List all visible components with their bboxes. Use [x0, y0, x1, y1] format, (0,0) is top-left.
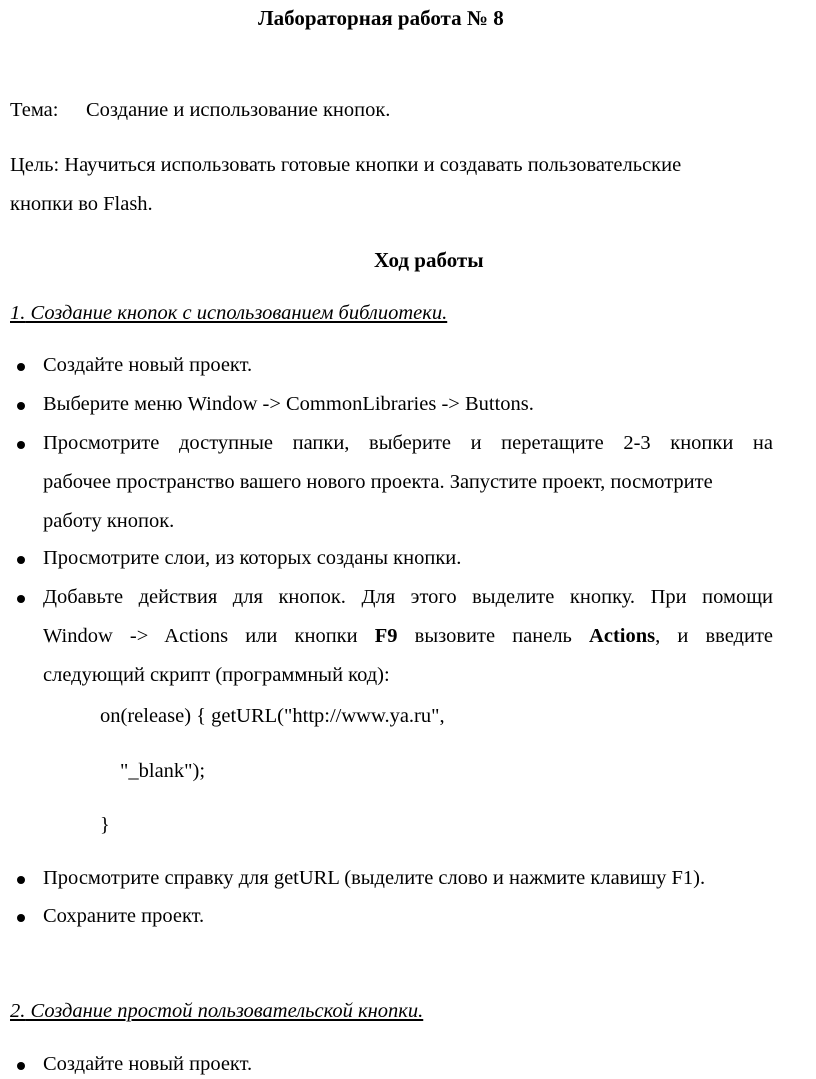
list-item-line: рабочее пространство вашего нового проекта. Запустите проект, посмотрите — [43, 471, 713, 493]
list-item: Просмотрите слои, из которых созданы кнопки. — [43, 547, 462, 569]
bullet-icon — [17, 402, 25, 410]
actions-panel-name: Actions — [589, 625, 656, 647]
list-item-line: работу кнопок. — [43, 510, 175, 532]
list-item-line: Добавьте действия для кнопок. Для этого выделите кнопку. При помощи — [43, 586, 773, 608]
code-line-3: } — [100, 814, 110, 836]
hotkey-f9: F9 — [374, 625, 398, 647]
section-1-number: 1. — [10, 302, 26, 324]
list-item: Просмотрите справку для getURL (выделите слово и нажмите клавишу F1). — [43, 867, 706, 889]
page-title: Лабораторная работа № 8 — [258, 6, 504, 30]
bullet-icon — [17, 876, 25, 884]
bullet-icon — [17, 441, 25, 449]
list-item-line: следующий скрипт (программный код): — [43, 664, 390, 686]
bullet-icon — [17, 556, 25, 564]
topic-label: Тема: — [10, 99, 59, 121]
bullet-icon — [17, 1062, 25, 1070]
section-1-heading — [10, 302, 447, 325]
text-run: Window -> Actions или кнопки — [43, 625, 375, 647]
text-run: вызовите панель — [397, 625, 590, 647]
list-item-line: Просмотрите доступные папки, выберите и перетащите 2-3 кнопки на — [43, 432, 773, 454]
list-item: Выберите меню Window -> CommonLibraries -> Buttons. — [43, 393, 534, 415]
code-line-2: "_blank"); — [120, 760, 206, 782]
goal-line-1: Цель: Научиться использовать готовые кнопки и создавать пользовательские — [10, 154, 682, 176]
section-2-title: Создание простой пользовательской кнопки. — [30, 1000, 424, 1022]
topic-text: Создание и использование кнопок. — [86, 99, 391, 121]
bullet-icon — [17, 914, 25, 922]
list-item: Сохраните проект. — [43, 905, 205, 927]
list-item: Создайте новый проект. — [43, 1053, 253, 1075]
list-item-line — [43, 625, 773, 648]
list-item: Создайте новый проект. — [43, 354, 253, 376]
code-line-1: on(release) { getURL("http://www.ya.ru", — [100, 705, 445, 727]
section-1-title: Создание кнопок с использованием библиотеки. — [30, 302, 448, 324]
goal-line-2: кнопки во Flash. — [10, 193, 153, 215]
section-2-number: 2. — [10, 1000, 26, 1022]
bullet-icon — [17, 595, 25, 603]
text-run: , и введите — [655, 625, 774, 647]
section-2-heading — [10, 1000, 423, 1023]
bullet-icon — [17, 363, 25, 371]
progress-heading: Ход работы — [374, 248, 484, 272]
